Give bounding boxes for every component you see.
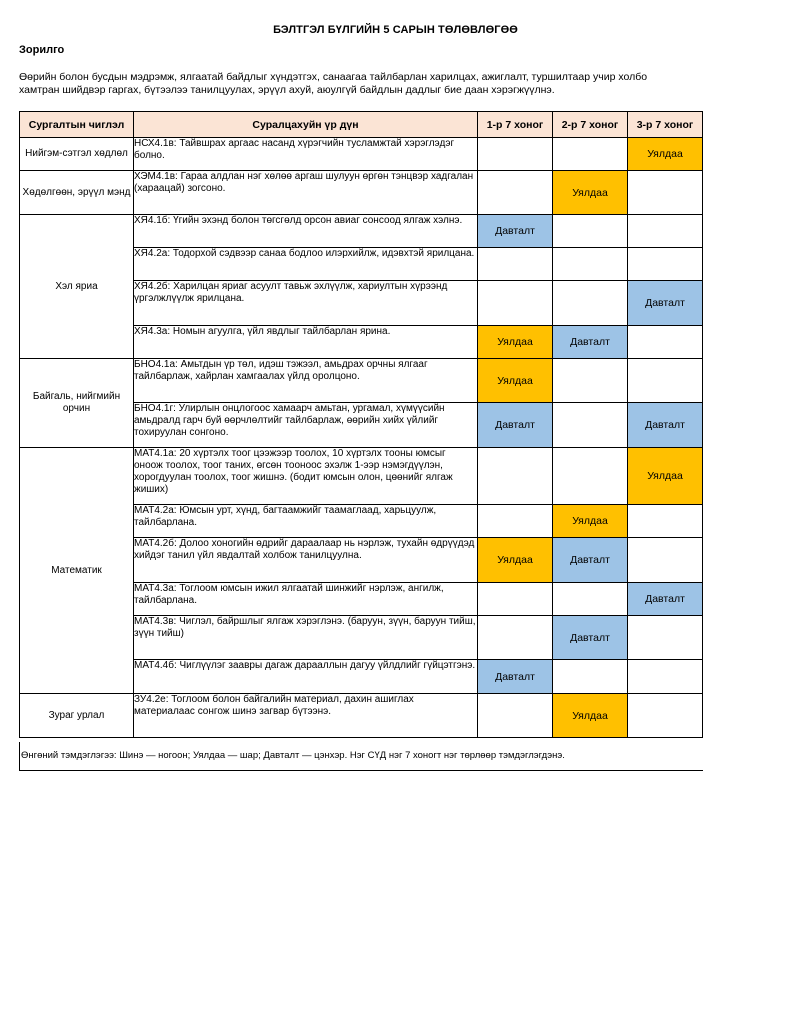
- week-3-cell: [628, 538, 703, 583]
- week-3-cell: [628, 616, 703, 660]
- week-3-cell: [628, 660, 703, 694]
- week-2-cell: [553, 583, 628, 616]
- week-2-cell: Уялдаа: [553, 505, 628, 538]
- outcome-cell: ХЭМ4.1в: Гараа алдлан нэг хөлөө аргаш шулуун өргөн тэнцвэр хадгалан (хараацай) зогсоно.: [134, 171, 478, 215]
- outcome-cell: МАТ4.3а: Тоглоом юмсын ижил ялгаатай шинжийг нэрлэж, ангилж, тайлбарлана.: [134, 583, 478, 616]
- week-2-cell: [553, 248, 628, 281]
- week-1-cell: [478, 583, 553, 616]
- week-1-cell: [478, 138, 553, 171]
- subject-cell: Нийгэм-сэтгэл хөдлөл: [20, 138, 134, 171]
- week-2-cell: Уялдаа: [553, 694, 628, 738]
- outcome-cell: БНО4.1а: Амьтдын үр төл, идэш тэжээл, амьдрах орчны ялгааг тайлбарлаж, хайрлан хамгаалах үйлд оролцоно.: [134, 359, 478, 403]
- week-2-cell: Уялдаа: [553, 171, 628, 215]
- table-row: [20, 694, 703, 738]
- header-outcome: Суралцахуйн үр дүн: [134, 112, 478, 138]
- subject-cell: Математик: [20, 448, 134, 694]
- outcome-cell: МАТ4.4б: Чиглүүлэг заавры дагаж дарааллын дагуу үйлдлийг гүйцэтгэнэ.: [134, 660, 478, 694]
- table-row: [20, 215, 703, 248]
- goal-text: [19, 71, 703, 97]
- header-row: [20, 112, 703, 138]
- page-title: БЭЛТГЭЛ БҮЛГИЙН 5 САРЫН ТӨЛӨВЛӨГӨӨ: [273, 24, 518, 36]
- week-1-cell: Уялдаа: [478, 538, 553, 583]
- week-3-cell: [628, 248, 703, 281]
- week-3-cell: [628, 326, 703, 359]
- week-2-cell: [553, 448, 628, 505]
- subject-cell: Хөдөлгөөн, эрүүл мэнд: [20, 171, 134, 215]
- week-3-cell: Давталт: [628, 403, 703, 448]
- outcome-cell: НСХ4.1в: Тайвшрах аргаас насанд хүрэгчийн тусламжтай хэрэглэдэг болно.: [134, 138, 478, 171]
- week-2-cell: [553, 403, 628, 448]
- outcome-cell: БНО4.1г: Улирлын онцлогоос хамаарч амьтан, ургамал, хүмүүсийн амьдралд гарч буй өөрчлөлтийг тайлбарлаж, өөрийн хийх үйлийг тохируулан сонгоно.: [134, 403, 478, 448]
- outcome-cell: ХЯ4.3а: Номын агуулга, үйл явдлыг тайлбарлан ярина.: [134, 326, 478, 359]
- week-3-cell: [628, 505, 703, 538]
- table-row: [20, 359, 703, 403]
- week-2-cell: [553, 359, 628, 403]
- week-1-cell: [478, 171, 553, 215]
- week-2-cell: [553, 138, 628, 171]
- week-2-cell: [553, 660, 628, 694]
- week-1-cell: [478, 248, 553, 281]
- table-row: [20, 138, 703, 171]
- header-week-2: 2-р 7 хоног: [553, 112, 628, 138]
- week-3-cell: [628, 171, 703, 215]
- week-1-cell: Давталт: [478, 660, 553, 694]
- week-3-cell: Давталт: [628, 281, 703, 326]
- plan-table: [19, 111, 703, 738]
- week-1-cell: Уялдаа: [478, 359, 553, 403]
- color-legend: Өнгөний тэмдэглэгээ: Шинэ — ногоон; Уялдаа — шар; Давталт — цэнхэр. Нэг СҮД нэг 7 хоногт нэг төрлөөр тэмдэглэгдэнэ.: [19, 742, 703, 771]
- header-week-3: 3-р 7 хоног: [628, 112, 703, 138]
- week-1-cell: [478, 694, 553, 738]
- week-3-cell: [628, 359, 703, 403]
- week-1-cell: Давталт: [478, 403, 553, 448]
- week-1-cell: [478, 281, 553, 326]
- subject-cell: Байгаль, нийгмийн орчин: [20, 359, 134, 448]
- week-2-cell: [553, 215, 628, 248]
- subject-cell: Зураг урлал: [20, 694, 134, 738]
- week-3-cell: Уялдаа: [628, 448, 703, 505]
- outcome-cell: МАТ4.2б: Долоо хоногийн өдрийг дараалаар нь нэрлэж, тухайн өдрүүдэд хийдэг танил үйл явдалтай холбож танилцуулна.: [134, 538, 478, 583]
- outcome-cell: ХЯ4.2б: Харилцан яриаг асуулт тавьж эхлүүлж, хариултын хүрээнд үргэлжлүүлж ярилцана.: [134, 281, 478, 326]
- week-1-cell: [478, 448, 553, 505]
- outcome-cell: МАТ4.3в: Чиглэл, байршлыг ялгаж хэрэглэнэ. (баруун, зүүн, баруун тийш, зүүн тийш): [134, 616, 478, 660]
- week-1-cell: Уялдаа: [478, 326, 553, 359]
- week-2-cell: Давталт: [553, 616, 628, 660]
- table-row: [20, 448, 703, 505]
- week-3-cell: Давталт: [628, 583, 703, 616]
- outcome-cell: ХЯ4.1б: Үгийн эхэнд болон төгсгөлд орсон авиаг сонсоод ялгаж хэлнэ.: [134, 215, 478, 248]
- week-2-cell: [553, 281, 628, 326]
- header-week-1: 1-р 7 хоног: [478, 112, 553, 138]
- table-row: [20, 171, 703, 215]
- week-3-cell: [628, 694, 703, 738]
- outcome-cell: МАТ4.2а: Юмсын урт, хүнд, багтаамжийг таамаглаад, харьцуулж, тайлбарлана.: [134, 505, 478, 538]
- outcome-cell: МАТ4.1а: 20 хүртэлх тоог цээжээр тоолох, 10 хүртэлх тооны юмсыг оноож тоолох, тоог таних, өгсөн тооноос эхэлж 1-ээр нэмэгдүүлэн, хорогдуулан тоолох, тоог жишнэ. (бодит юмсын олон, цөөнийг ялгаж жиших): [134, 448, 478, 505]
- header-subject: Сургалтын чиглэл: [20, 112, 134, 138]
- week-1-cell: [478, 616, 553, 660]
- outcome-cell: ХЯ4.2а: Тодорхой сэдвээр санаа бодлоо илэрхийлж, идэвхтэй ярилцана.: [134, 248, 478, 281]
- week-3-cell: [628, 215, 703, 248]
- week-3-cell: Уялдаа: [628, 138, 703, 171]
- week-2-cell: Давталт: [553, 326, 628, 359]
- week-2-cell: Давталт: [553, 538, 628, 583]
- goal-text-line: хамтран шийдвэр гаргах, бүтээлээ танилцуулах, эрүүл ахуй, аюулгүй байдлын дадлыг бие даан хэрэгжүүлнэ.: [19, 84, 555, 96]
- outcome-cell: ЗУ4.2е: Тоглоом болон байгалийн материал, дахин ашиглах материалаас сонгож шинэ загвар бүтээнэ.: [134, 694, 478, 738]
- week-1-cell: Давталт: [478, 215, 553, 248]
- week-1-cell: [478, 505, 553, 538]
- goal-heading: Зорилго: [19, 44, 65, 56]
- goal-text-line: Өөрийн болон бусдын мэдрэмж, ялгаатай байдлыг хүндэтгэх, санаагаа тайлбарлан харилцах, ажиглалт, туршилтаар учир холбо: [19, 71, 648, 83]
- subject-cell: Хэл яриа: [20, 215, 134, 359]
